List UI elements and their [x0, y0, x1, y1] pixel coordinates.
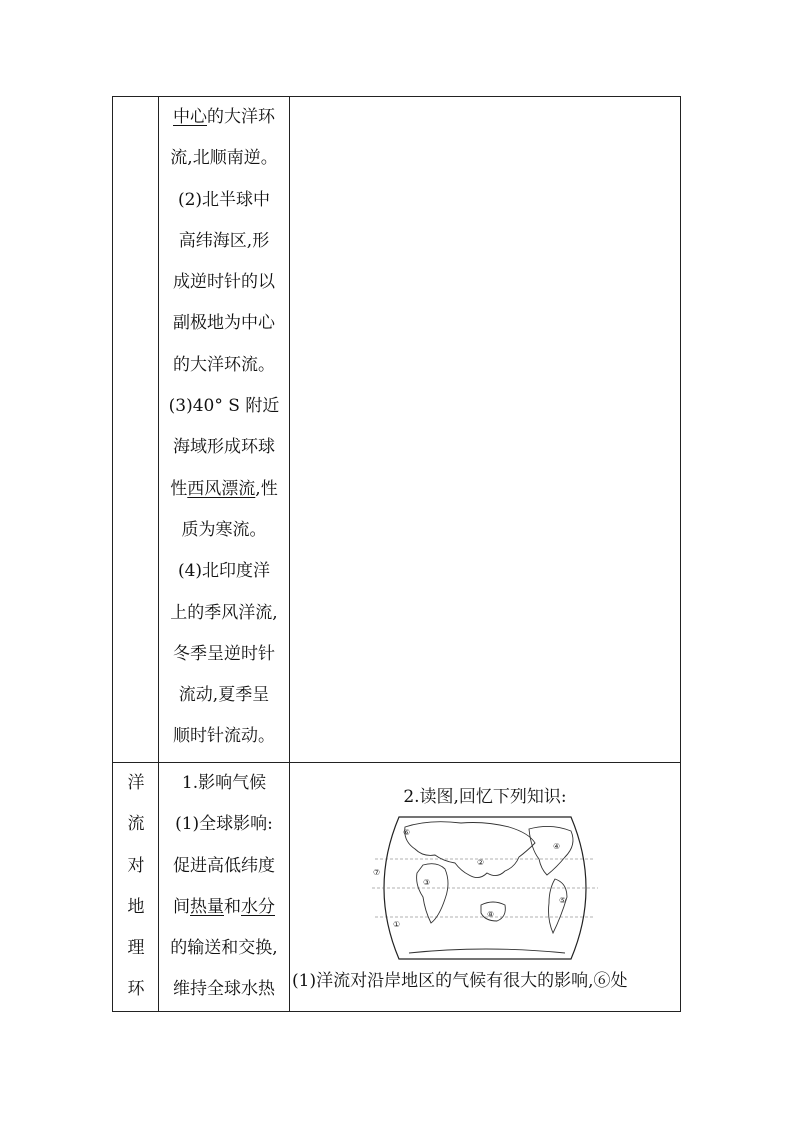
top-col2-line [159, 180, 289, 221]
topic-heading-char: 对 [127, 855, 145, 876]
bottom-col2-line [159, 846, 289, 887]
topic-heading-char: 地 [127, 896, 145, 917]
map-question-title: 2.读图,回忆下列知识: [403, 787, 567, 807]
top-col2-line [159, 634, 289, 675]
top-col2-line [159, 97, 289, 138]
current-label-3: ③ [423, 878, 431, 887]
table-border-bottom [112, 1011, 681, 1012]
top-col2-text-segment: (4)北印度洋 [177, 561, 271, 582]
bottom-col2-text-segment: 促进高低纬度 [173, 855, 275, 876]
top-col2-text-segment: 顺时针流动。 [173, 726, 275, 747]
top-col2-line [159, 593, 289, 634]
top-col2-line [159, 221, 289, 262]
top-row-content-cell [159, 97, 289, 758]
top-col2-text-segment: 中心 [173, 107, 207, 127]
topic-heading-cell [113, 763, 159, 1011]
top-col2-text-segment: 冬季呈逆时针 [173, 643, 275, 664]
topic-heading-char: 流 [127, 814, 145, 835]
top-col2-text-segment: 流,北顺南逆。 [170, 148, 278, 169]
bottom-col2-line [159, 763, 289, 804]
topic-heading-char: 理 [127, 938, 145, 959]
current-label-2: ② [477, 858, 485, 867]
top-col2-line [159, 675, 289, 716]
current-label-1: ① [393, 920, 401, 929]
top-col2-text-segment: 高纬海区,形 [178, 230, 270, 251]
top-col2-line [159, 262, 289, 303]
top-col2-line [159, 716, 289, 757]
bottom-row-content-cell [159, 763, 289, 1011]
top-col2-text-segment: 上的季风洋流, [170, 602, 278, 623]
top-col2-text-segment: (2)北半球中 [177, 189, 271, 210]
bottom-col2-text-segment: 维持全球水热 [173, 979, 275, 1000]
top-col2-text-segment: 海域形成环球 [173, 437, 275, 458]
current-label-4: ④ [553, 842, 561, 851]
bottom-col2-text-segment: 间 [173, 896, 190, 917]
table-border-right [680, 96, 681, 1012]
top-col2-text-segment: 性 [170, 478, 188, 499]
top-col2-line [159, 510, 289, 551]
top-col2-text-segment: ,性 [255, 478, 278, 499]
bottom-col2-text-segment: 热量 [190, 896, 224, 917]
top-col2-line [159, 427, 289, 468]
bottom-col2-text-segment: 和 [224, 896, 241, 917]
bottom-col2-text-segment: 的输送和交换, [170, 938, 278, 959]
bottom-col2-line [159, 887, 289, 928]
bottom-col2-line [159, 928, 289, 969]
topic-heading-char: 环 [127, 979, 145, 1000]
bottom-col2-text-segment: 1.影响气候 [181, 773, 267, 793]
top-col2-line [159, 469, 289, 510]
top-col2-text-segment: 成逆时针的以 [173, 272, 275, 293]
top-col2-text-segment: (3)40° S 附近 [168, 396, 280, 417]
top-col2-line [159, 303, 289, 344]
top-col2-line [159, 138, 289, 179]
current-label-7: ⑦ [373, 868, 381, 877]
bottom-col2-line [159, 969, 289, 1010]
bottom-col2-line [159, 804, 289, 845]
top-col2-text-segment: 的大洋环流。 [173, 354, 275, 375]
top-col2-line [159, 345, 289, 386]
current-label-8: ⑧ [487, 910, 495, 919]
map-question-caption: (1)洋流对沿岸地区的气候有很大的影响,⑥处 [292, 971, 628, 991]
top-col2-text-segment: 副极地为中心 [173, 313, 275, 334]
top-col2-text-segment: 的大洋环 [207, 107, 275, 127]
top-col2-text-segment: 西风漂流 [187, 478, 256, 499]
top-col2-text-segment: 流动,夏季呈 [178, 685, 270, 706]
world-ocean-current-map [369, 813, 601, 963]
bottom-col2-text-segment: (1)全球影响: [175, 814, 273, 835]
top-col2-line [159, 551, 289, 592]
topic-heading-char: 洋 [127, 773, 145, 793]
column-divider-2 [289, 96, 290, 1012]
top-col2-line [159, 386, 289, 427]
current-label-5: ⑤ [559, 896, 567, 905]
top-col2-text-segment: 质为寒流。 [181, 519, 267, 540]
bottom-col2-text-segment: 水分 [241, 896, 275, 917]
current-label-6: ⑥ [403, 828, 411, 837]
